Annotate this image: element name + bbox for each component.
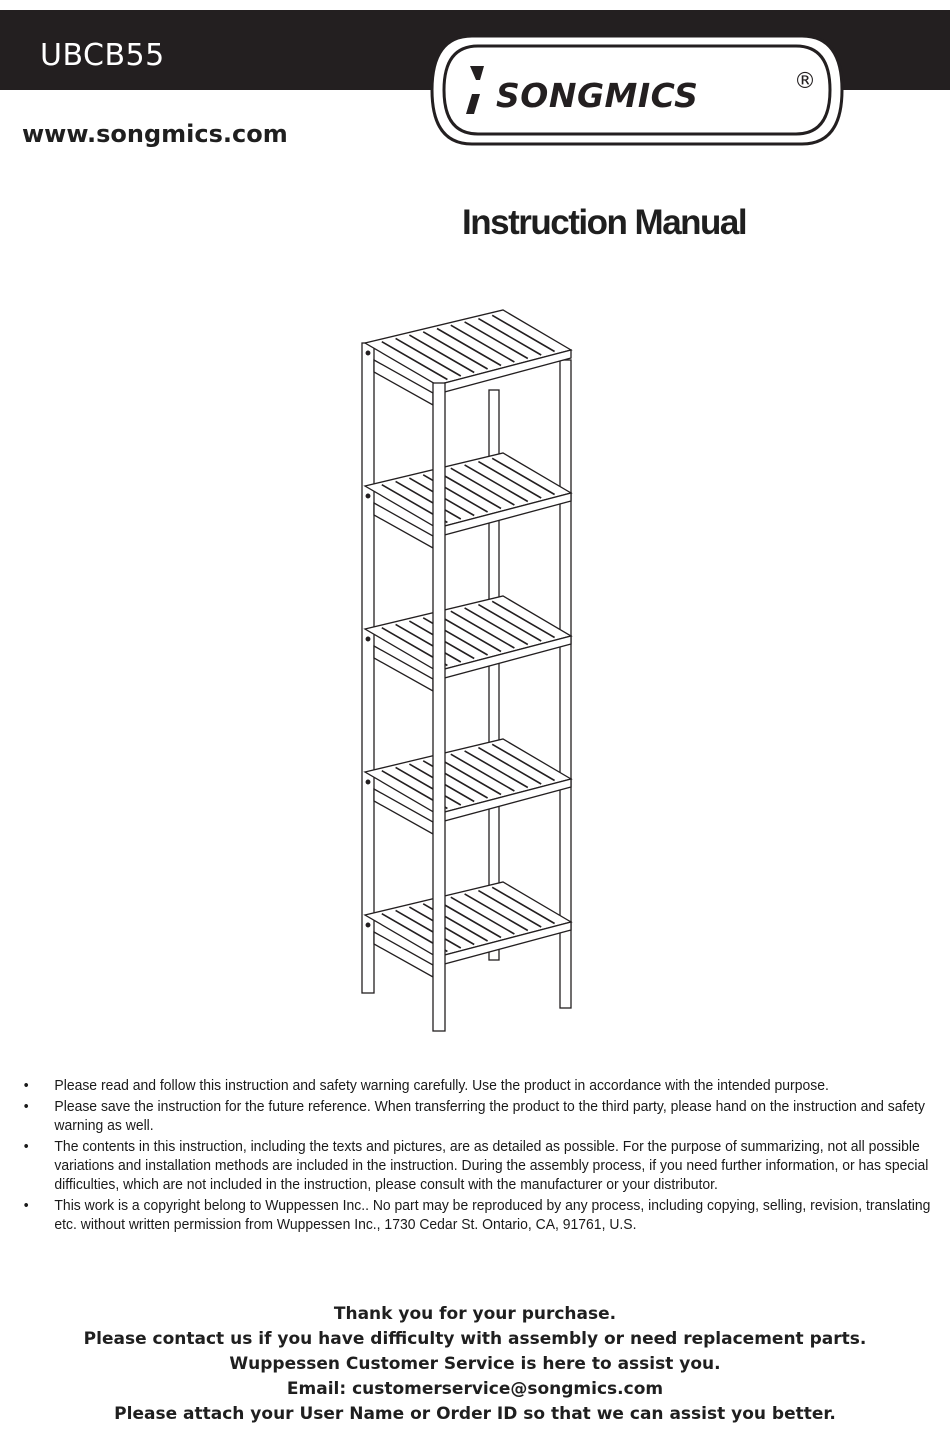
screw-dot [366,637,370,641]
back-right-leg [560,360,571,1008]
model-number: UBCB55 [40,38,165,73]
contact-email: Email: customerservice@songmics.com [286,1379,664,1399]
front-right-leg [433,383,445,1031]
note-text: This work is a copyright belong to Wuppessen Inc.. No part may be reproduced by any process, including copying, selling, revision, translating etc. without written permission from Wuppessen Inc., 1730 Cedar St. Ontario, CA, 91761, U.S. [54,1197,931,1233]
bullet: • [23,1197,29,1214]
page-title: Instruction Manual [462,203,747,242]
note-text: Please save the instruction for the future reference. When transferring the product to the third party, please hand on the instruction and safety warning as well. [54,1098,925,1134]
screw-dot [366,780,370,784]
shelf-unit-illustration [355,305,585,1040]
note-text: Please read and follow this instruction and safety warning carefully. Use the product in accordance with the intended purpose. [54,1077,829,1094]
bullet: • [23,1098,29,1115]
contact-line: Wuppessen Customer Service is here to assist you. [229,1354,721,1374]
bullet: • [23,1077,29,1094]
front-left-leg [362,343,374,993]
bullet: • [23,1138,29,1155]
brand-wordmark: SONGMICS [496,76,699,115]
note-item [20,1196,935,1234]
screw-dot [366,494,370,498]
screw-dot [366,351,370,355]
contact-line: Please contact us if you have difficulty with assembly or need replacement parts. [83,1329,867,1349]
note-item [20,1137,935,1194]
contact-line: Thank you for your purchase. [333,1304,617,1324]
note-item [20,1076,935,1095]
note-item [20,1097,935,1135]
registered-mark: ® [794,69,816,94]
screw-dot [366,923,370,927]
safety-notes [20,1076,935,1236]
songmics-logo [424,30,850,154]
customer-service-contact [0,1302,950,1427]
website-url: www.songmics.com [22,120,288,148]
note-text: The contents in this instruction, including the texts and pictures, are as detailed as possible. For the purpose of summarizing, not all possible variations and installation methods are included in the instruction. During the assembly process, if you need further information, or has special difficulties, which are not included in the instruction, please consult with the manufacturer or your distributor. [54,1138,929,1193]
contact-line: Please attach your User Name or Order ID so that we can assist you better. [114,1404,836,1424]
